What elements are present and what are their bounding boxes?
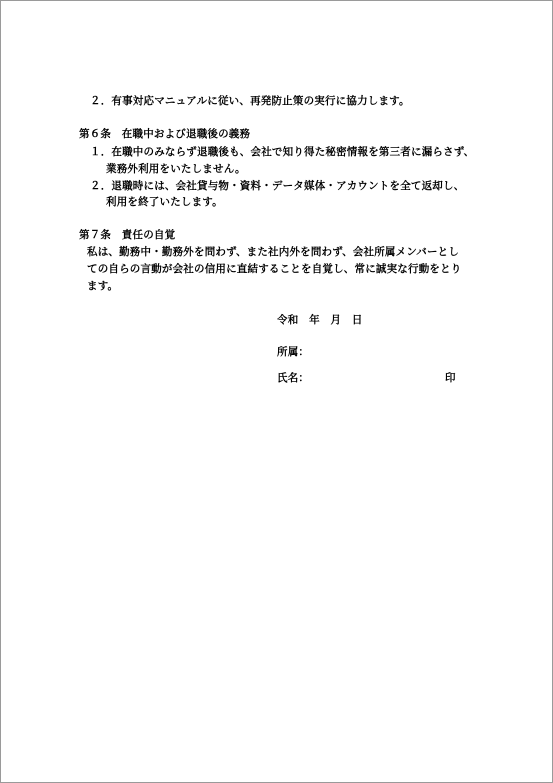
article6-item2: ２．退職時には、会社貸与物・資料・データ媒体・アカウントを全て返却し、 <box>90 180 465 192</box>
name-label: 氏名： <box>277 372 310 384</box>
article6-item1: １．在職中のみならず退職後も、会社で知り得た秘密情報を第三者に漏らさず、 <box>90 146 475 158</box>
article6-heading: 第６条 在職中および退職後の義務 <box>79 128 251 140</box>
affiliation-label: 所属： <box>277 346 310 358</box>
article7-line1: 私は、勤務中・勤務外を問わず、また社内外を問わず、会社所属メンバーとし <box>87 246 460 258</box>
article5-item2: ２．有事対応マニュアルに従い、再発防止策の実行に協力します。 <box>90 95 410 107</box>
seal-mark: 印 <box>445 372 456 384</box>
article7-heading: 第７条 責任の自覚 <box>79 229 176 241</box>
article6-item2-cont: 利用を終了いたします。 <box>106 196 223 208</box>
article7-line3: ます。 <box>87 280 119 292</box>
article6-item1-cont: 業務外利用をいたしません。 <box>106 163 246 175</box>
article7-line2: ての自らの言動が会社の信用に直結することを自覚し、常に誠実な行動をとり <box>87 263 462 275</box>
signature-date: 令和 年 月 日 <box>277 314 363 326</box>
